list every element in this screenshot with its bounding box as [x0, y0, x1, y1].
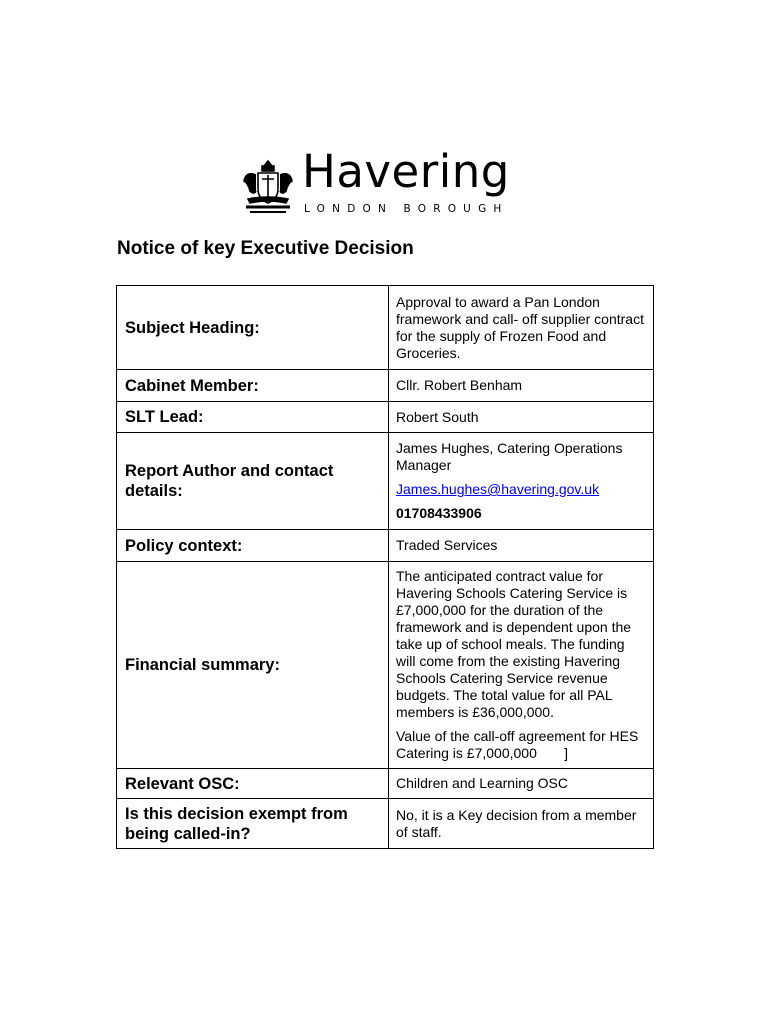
- table-row-exempt: [117, 799, 654, 849]
- table-row-subject: [117, 286, 654, 370]
- table-row-policy-context: [117, 530, 654, 562]
- table-row-relevant-osc: [117, 769, 654, 799]
- report-author-phone: 01708433906: [396, 505, 482, 521]
- cabinet-member-value: Cllr. Robert Benham: [389, 370, 654, 402]
- financial-summary-label: Financial summary:: [117, 562, 389, 769]
- cabinet-member-label: Cabinet Member:: [117, 370, 389, 402]
- relevant-osc-label: Relevant OSC:: [117, 769, 389, 799]
- coat-of-arms-icon: [240, 155, 296, 217]
- subject-heading-label: Subject Heading:: [117, 286, 389, 370]
- policy-context-value: Traded Services: [389, 530, 654, 562]
- table-row-financial-summary: [117, 562, 654, 769]
- financial-summary-value: [389, 562, 654, 769]
- exempt-value: No, it is a Key decision from a member of staff.: [389, 799, 654, 849]
- table-row-slt-lead: [117, 402, 654, 433]
- logo-wordmark: Havering: [302, 145, 510, 198]
- report-author-email-link[interactable]: James.hughes@havering.gov.uk: [396, 481, 600, 497]
- table-row-cabinet-member: [117, 370, 654, 402]
- report-author-value: [389, 433, 654, 530]
- report-author-name: James Hughes, Catering Operations Manager: [396, 440, 623, 473]
- slt-lead-value: Robert South: [389, 402, 654, 433]
- report-author-label: Report Author and contact details:: [117, 433, 389, 530]
- policy-context-label: Policy context:: [117, 530, 389, 562]
- slt-lead-label: SLT Lead:: [117, 402, 389, 433]
- financial-summary-paragraph-1: The anticipated contract value for Havering Schools Catering Service is £7,000,000 for the duration of the framework and is dependent upon the take up of school meals. The funding will come from the existing Havering Schools Catering Service revenue budgets. The total value for all PAL members is £36,000,000.: [396, 568, 632, 720]
- subject-heading-value: Approval to award a Pan London framework and call- off supplier contract for the supply of Frozen Food and Groceries.: [389, 286, 654, 370]
- document-title: Notice of key Executive Decision: [117, 238, 414, 259]
- exempt-label: Is this decision exempt from being called-in?: [117, 799, 389, 849]
- decision-table: [116, 285, 654, 849]
- logo-subtitle: LONDON BOROUGH: [304, 203, 509, 215]
- havering-logo: [240, 145, 525, 217]
- table-row-report-author: [117, 433, 654, 530]
- financial-summary-paragraph-2: Value of the call-off agreement for HES Catering is £7,000,000 ]: [396, 728, 643, 761]
- relevant-osc-value: Children and Learning OSC: [389, 769, 654, 799]
